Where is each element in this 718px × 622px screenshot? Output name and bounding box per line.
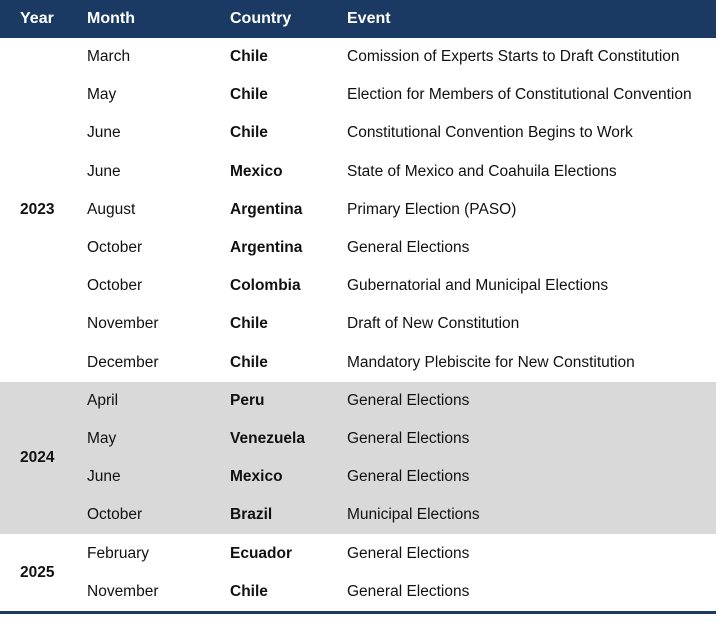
year-group-2024 [0, 382, 716, 535]
country-cell: Chile [230, 48, 268, 66]
country-cell: Mexico [230, 162, 283, 180]
header-event: Event [339, 0, 716, 38]
country-cell: Chile [230, 582, 268, 600]
month-cell: May [87, 86, 117, 104]
event-cell: General Elections [339, 458, 716, 496]
table-row [0, 573, 716, 613]
month-cell: March [87, 48, 131, 66]
header-row [0, 0, 716, 38]
month-cell: February [87, 544, 150, 562]
event-cell: State of Mexico and Coahuila Elections [347, 162, 617, 180]
header-year: Year [0, 0, 79, 38]
month-cell: November [87, 582, 159, 600]
table-row [0, 229, 716, 267]
year-group-2023 [0, 38, 716, 382]
year-group-2025 [0, 534, 716, 612]
table-header [0, 0, 716, 38]
event-cell: General Elections [339, 420, 716, 458]
table-row [0, 534, 716, 572]
table-row [0, 420, 716, 458]
country-cell: Argentina [230, 239, 303, 257]
month-cell: June [87, 162, 121, 180]
header-month: Month [79, 0, 222, 38]
country-cell: Chile [230, 124, 268, 142]
header-country: Country [222, 0, 339, 38]
month-cell: June [79, 458, 222, 496]
event-cell: General Elections [347, 582, 470, 600]
event-cell: Mandatory Plebiscite for New Constitution [347, 353, 635, 371]
event-cell: Gubernatorial and Municipal Elections [347, 277, 609, 295]
table-row [0, 153, 716, 191]
country-cell: Ecuador [230, 544, 293, 562]
month-cell: November [87, 315, 159, 333]
month-cell: June [87, 124, 121, 142]
event-cell: General Elections [339, 382, 716, 420]
event-cell: Constitutional Convention Begins to Work [347, 124, 633, 142]
year-cell: 2024 [0, 382, 79, 535]
event-cell: Primary Election (PASO) [347, 200, 517, 218]
month-cell: October [87, 277, 143, 295]
month-cell: October [79, 496, 222, 534]
table-row [0, 267, 716, 305]
event-cell: General Elections [347, 239, 470, 257]
table-row [0, 114, 716, 152]
table-row [0, 76, 716, 114]
table-row [0, 344, 716, 382]
table-row [0, 382, 716, 420]
month-cell: April [79, 382, 222, 420]
event-cell: Election for Members of Constitutional Convention [347, 86, 692, 104]
country-cell: Peru [222, 382, 339, 420]
event-cell: Municipal Elections [339, 496, 716, 534]
country-cell: Chile [230, 86, 268, 104]
table-row [0, 191, 716, 229]
event-cell: General Elections [347, 544, 470, 562]
country-cell: Venezuela [222, 420, 339, 458]
country-cell: Mexico [222, 458, 339, 496]
table-row [0, 496, 716, 534]
event-cell: Comission of Experts Starts to Draft Constitution [347, 48, 680, 66]
table-row [0, 458, 716, 496]
country-cell: Chile [230, 315, 268, 333]
country-cell: Colombia [230, 277, 301, 295]
country-cell: Brazil [222, 496, 339, 534]
table-row [0, 305, 716, 343]
year-cell: 2025 [20, 563, 55, 581]
month-cell: August [87, 200, 136, 218]
month-cell: October [87, 239, 143, 257]
table-row [0, 38, 716, 76]
month-cell: December [87, 353, 159, 371]
event-cell: Draft of New Constitution [347, 315, 520, 333]
year-cell: 2023 [20, 200, 55, 218]
country-cell: Chile [230, 353, 268, 371]
month-cell: May [79, 420, 222, 458]
country-cell: Argentina [230, 200, 303, 218]
